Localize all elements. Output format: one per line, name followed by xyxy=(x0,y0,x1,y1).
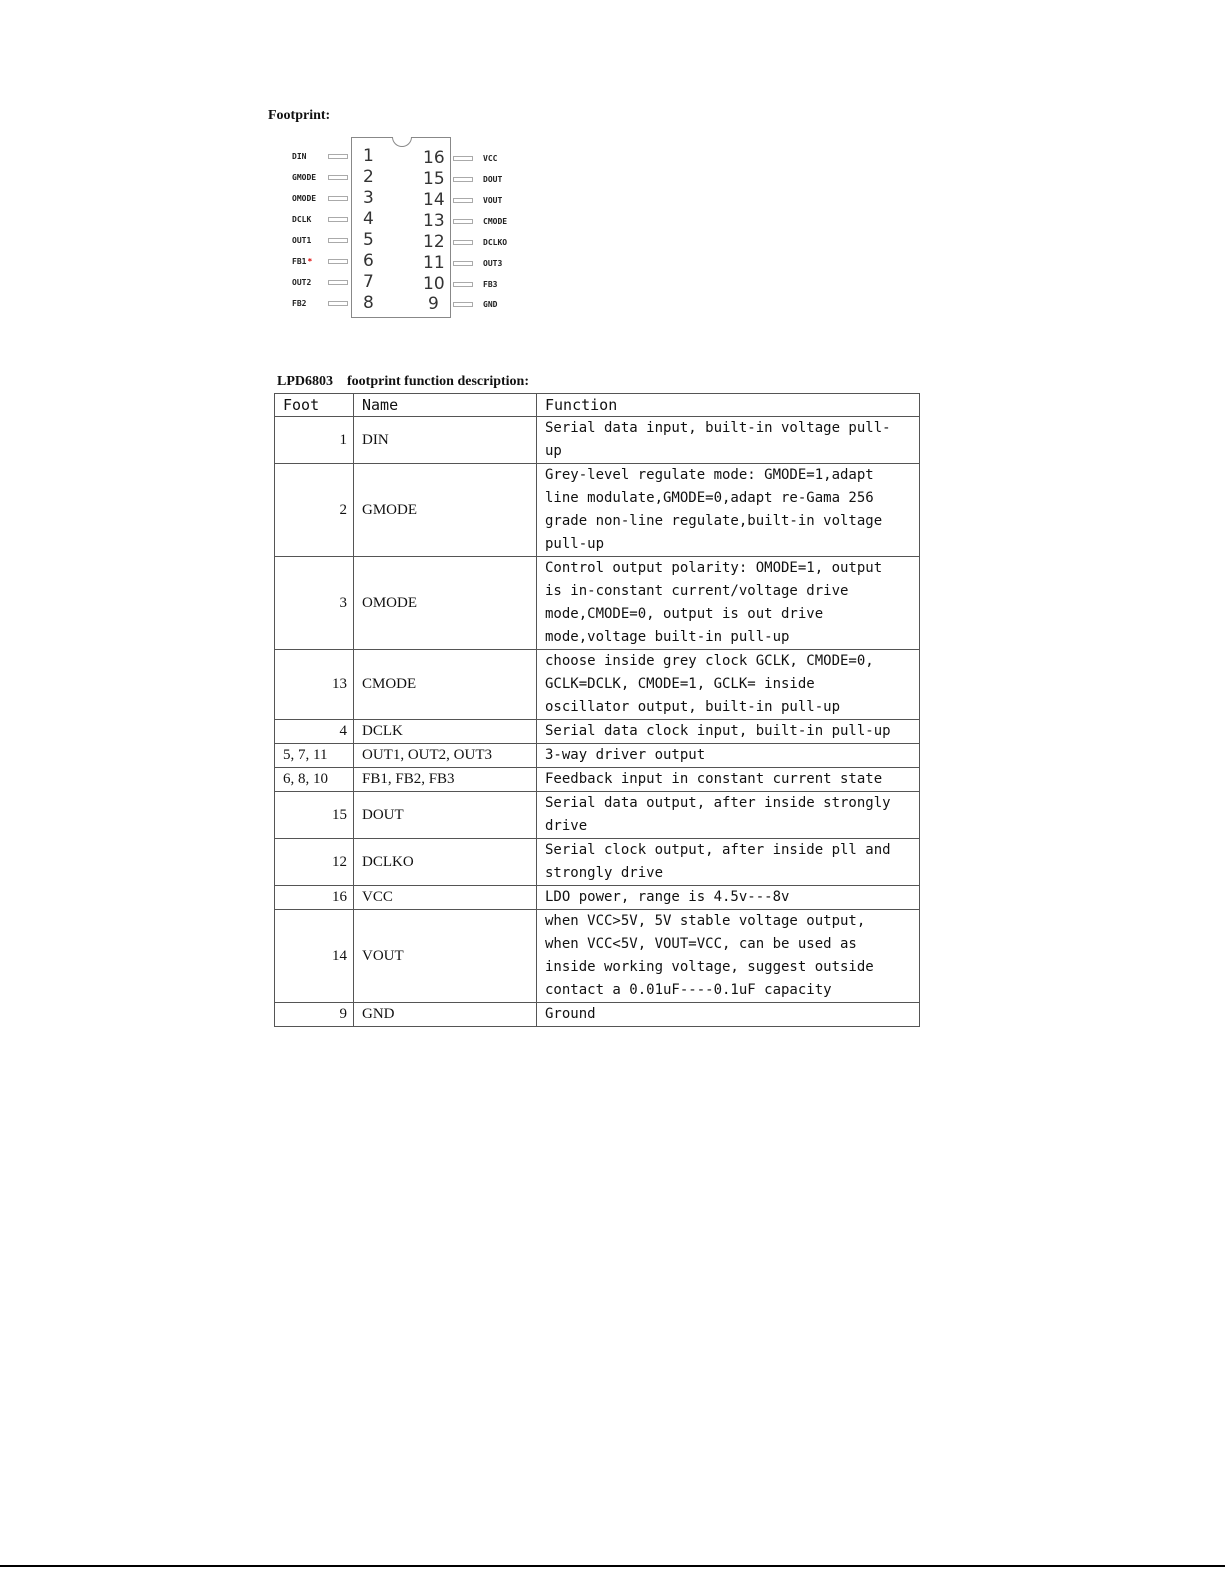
cell-foot: 15 xyxy=(275,792,354,839)
pin-stub xyxy=(328,217,348,222)
cell-function: Grey-level regulate mode: GMODE=1,adapt line modulate,GMODE=0,adapt re-Gama 256 grade non-line regulate,built-in voltage pull-up xyxy=(537,464,920,557)
pin-number: 2 xyxy=(363,167,374,187)
pin-label: OUT2 xyxy=(292,277,312,287)
cell-name: DCLK xyxy=(354,720,537,744)
table-row xyxy=(275,557,920,650)
cell-function: Serial clock output, after inside pll and strongly drive xyxy=(537,839,920,886)
cell-name: VOUT xyxy=(354,910,537,1003)
pin-number: 1 xyxy=(363,146,374,166)
cell-function: 3-way driver output xyxy=(537,744,920,768)
table-row xyxy=(275,1003,920,1027)
pin-right-12 xyxy=(423,234,538,250)
pin-stub xyxy=(328,196,348,201)
pin-label-text: FB1 xyxy=(292,256,307,266)
pin-right-11 xyxy=(423,255,538,271)
cell-function: LDO power, range is 4.5v---8v xyxy=(537,886,920,910)
table-row xyxy=(275,417,920,464)
cell-name: GMODE xyxy=(354,464,537,557)
pin-label: GMODE xyxy=(292,172,317,182)
chip-notch xyxy=(392,137,412,147)
header-function: Function xyxy=(537,394,920,417)
pin-number: 3 xyxy=(363,188,374,208)
pin-marker: * xyxy=(307,256,313,266)
table-row xyxy=(275,464,920,557)
pin-label: FB2 xyxy=(292,298,307,308)
chip-pinout-diagram xyxy=(268,132,538,327)
pin-number: 10 xyxy=(423,274,445,294)
pin-number: 8 xyxy=(363,293,374,313)
table-row xyxy=(275,650,920,720)
cell-name: CMODE xyxy=(354,650,537,720)
table-row xyxy=(275,744,920,768)
pin-label: OMODE xyxy=(292,193,317,203)
pin-number: 15 xyxy=(423,169,445,189)
pin-label: FB3 xyxy=(483,279,498,289)
pin-label: DOUT xyxy=(483,174,503,184)
cell-function: Feedback input in constant current state xyxy=(537,768,920,792)
pin-label: DIN xyxy=(292,151,307,161)
pin-number: 6 xyxy=(363,251,374,271)
pin-number: 12 xyxy=(423,232,445,252)
pin-label: OUT1 xyxy=(292,235,312,245)
pin-stub xyxy=(453,219,473,224)
pin-stub xyxy=(328,238,348,243)
table-row xyxy=(275,792,920,839)
pin-number: 11 xyxy=(423,253,445,273)
pin-label: CMODE xyxy=(483,216,508,226)
cell-function: Serial data clock input, built-in pull-up xyxy=(537,720,920,744)
cell-function: Ground xyxy=(537,1003,920,1027)
footprint-heading: Footprint: xyxy=(268,108,331,123)
pin-number: 4 xyxy=(363,209,374,229)
table-row xyxy=(275,886,920,910)
cell-foot: 2 xyxy=(275,464,354,557)
pin-stub xyxy=(328,154,348,159)
pin-stub xyxy=(453,198,473,203)
cell-name: VCC xyxy=(354,886,537,910)
cell-foot: 5, 7, 11 xyxy=(275,744,354,768)
pin-stub xyxy=(453,156,473,161)
pin-number: 14 xyxy=(423,190,445,210)
pin-right-10 xyxy=(423,276,538,292)
pin-label: VOUT xyxy=(483,195,503,205)
table-heading: LPD6803 footprint function description: xyxy=(277,374,529,389)
pin-right-15 xyxy=(423,171,538,187)
cell-function: Serial data input, built-in voltage pull- up xyxy=(537,417,920,464)
cell-foot: 4 xyxy=(275,720,354,744)
pin-stub xyxy=(453,240,473,245)
pin-number: 7 xyxy=(363,272,374,292)
cell-name: FB1, FB2, FB3 xyxy=(354,768,537,792)
cell-foot: 14 xyxy=(275,910,354,1003)
cell-function: Serial data output, after inside strongly drive xyxy=(537,792,920,839)
header-name: Name xyxy=(354,394,537,417)
pin-label: OUT3 xyxy=(483,258,503,268)
cell-name: OMODE xyxy=(354,557,537,650)
pin-right-14 xyxy=(423,192,538,208)
pin-function-table xyxy=(274,393,920,1027)
pin-right-16 xyxy=(423,150,538,166)
cell-function: when VCC>5V, 5V stable voltage output, when VCC<5V, VOUT=VCC, can be used as inside working voltage, suggest outside contact a 0.01uF----0.1uF capacity xyxy=(537,910,920,1003)
pin-right-9 xyxy=(423,296,538,312)
pin-stub xyxy=(453,177,473,182)
pin-number: 5 xyxy=(363,230,374,250)
pin-stub xyxy=(328,280,348,285)
pin-stub xyxy=(453,302,473,307)
pin-number: 13 xyxy=(423,211,445,231)
pin-stub xyxy=(453,282,473,287)
pin-stub xyxy=(328,259,348,264)
cell-function: Control output polarity: OMODE=1, output is in-constant current/voltage drive mode,CMODE=0, output is out drive mode,voltage built-in pull-up xyxy=(537,557,920,650)
cell-name: DIN xyxy=(354,417,537,464)
table-row xyxy=(275,768,920,792)
cell-function: choose inside grey clock GCLK, CMODE=0, GCLK=DCLK, CMODE=1, GCLK= inside oscillator output, built-in pull-up xyxy=(537,650,920,720)
cell-foot: 12 xyxy=(275,839,354,886)
pin-stub xyxy=(453,261,473,266)
cell-foot: 3 xyxy=(275,557,354,650)
cell-name: DOUT xyxy=(354,792,537,839)
table-row xyxy=(275,720,920,744)
pin-right-13 xyxy=(423,213,538,229)
cell-foot: 13 xyxy=(275,650,354,720)
pin-number: 16 xyxy=(423,148,445,168)
cell-name: OUT1, OUT2, OUT3 xyxy=(354,744,537,768)
header-foot: Foot xyxy=(275,394,354,417)
cell-foot: 1 xyxy=(275,417,354,464)
table-header-row xyxy=(275,394,920,417)
pin-label: GND xyxy=(483,299,498,309)
pin-stub xyxy=(328,175,348,180)
cell-foot: 16 xyxy=(275,886,354,910)
cell-foot: 6, 8, 10 xyxy=(275,768,354,792)
cell-name: GND xyxy=(354,1003,537,1027)
table-row xyxy=(275,839,920,886)
table-row xyxy=(275,910,920,1003)
page-bottom-rule xyxy=(0,1565,1225,1567)
pin-label xyxy=(292,257,312,266)
pin-label: DCLK xyxy=(292,214,312,224)
pin-stub xyxy=(328,301,348,306)
cell-name: DCLKO xyxy=(354,839,537,886)
pin-label: VCC xyxy=(483,153,498,163)
pin-number: 9 xyxy=(428,294,439,314)
pin-label: DCLKO xyxy=(483,237,508,247)
cell-foot: 9 xyxy=(275,1003,354,1027)
